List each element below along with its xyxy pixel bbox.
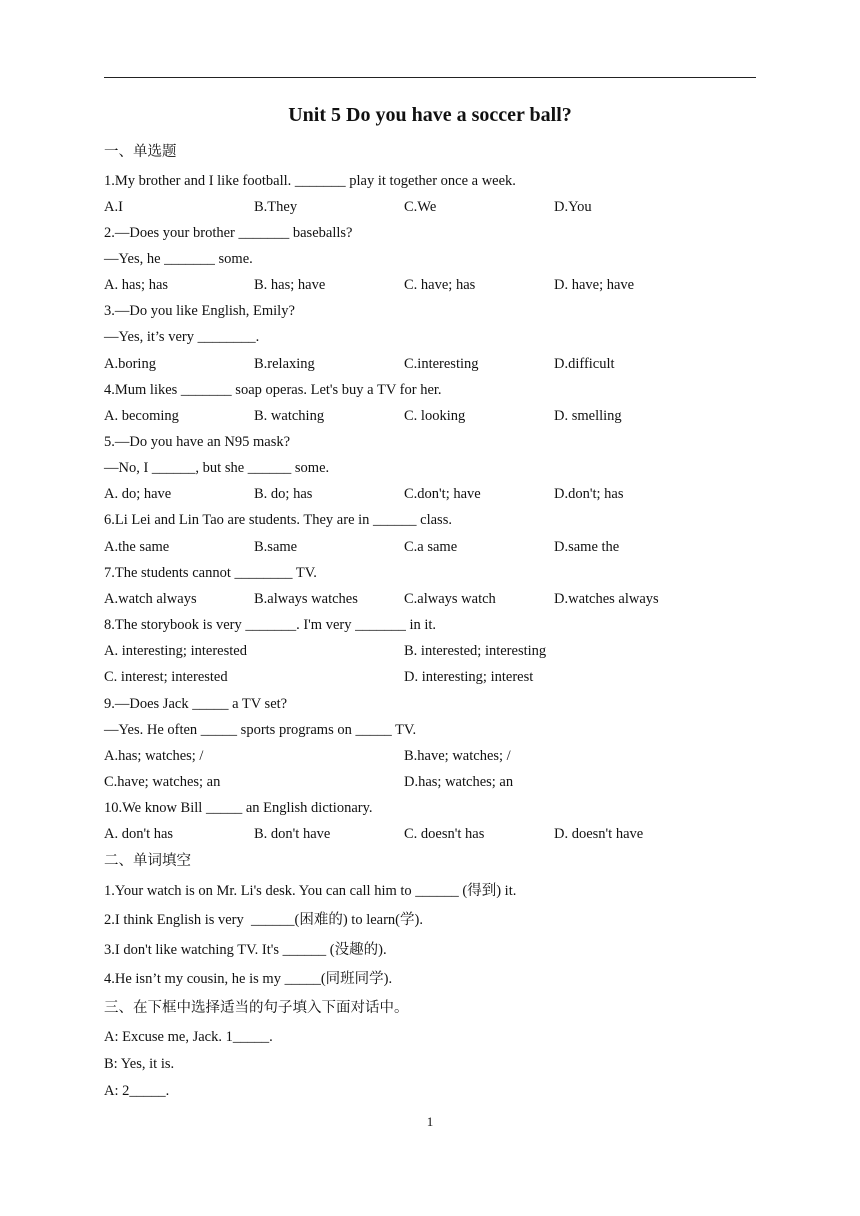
option-b: B.relaxing bbox=[254, 356, 315, 372]
option-c: C.We bbox=[404, 199, 437, 215]
option-a: A.the same bbox=[104, 539, 170, 555]
question-stem: 1.My brother and I like football. _______ play it together once a week. bbox=[104, 173, 516, 189]
option-d: D. have; have bbox=[554, 277, 635, 293]
option-d: D.has; watches; an bbox=[404, 774, 514, 790]
question-stem: 3.—Do you like English, Emily? bbox=[104, 303, 295, 319]
option-a: A. becoming bbox=[104, 408, 179, 424]
option-d: D. smelling bbox=[554, 408, 622, 424]
fill-blank-item: 1.Your watch is on Mr. Li's desk. You can call him to ______ (得到) it. bbox=[104, 883, 517, 899]
option-a: A.I bbox=[104, 199, 123, 215]
question-stem-reply: —Yes. He often _____ sports programs on _____ TV. bbox=[104, 722, 417, 738]
question-stem-reply: —Yes, he _______ some. bbox=[104, 251, 253, 267]
header-rule bbox=[104, 77, 756, 78]
fill-blank-item: 4.He isn’t my cousin, he is my _____(同班同学). bbox=[104, 971, 393, 987]
question-stem: 2.—Does your brother _______ baseballs? bbox=[104, 225, 353, 241]
question-stem: 8.The storybook is very _______. I'm very _______ in it. bbox=[104, 617, 437, 633]
option-b: B.They bbox=[254, 199, 298, 215]
question-stem: 10.We know Bill _____ an English dictionary. bbox=[104, 800, 373, 816]
dialogue-line: A: Excuse me, Jack. 1_____. bbox=[104, 1029, 273, 1045]
option-c: C. doesn't has bbox=[404, 826, 485, 842]
option-d: D.difficult bbox=[554, 356, 615, 372]
fill-blank-item: 3.I don't like watching TV. It's ______ (没趣的). bbox=[104, 942, 387, 958]
option-b: B.same bbox=[254, 539, 298, 555]
option-c: C.don't; have bbox=[404, 486, 481, 502]
option-d: D.don't; has bbox=[554, 486, 624, 502]
page-number: 1 bbox=[426, 1114, 434, 1129]
option-b: B. do; has bbox=[254, 486, 313, 502]
option-b: B. watching bbox=[254, 408, 325, 424]
fill-blank-item: 2.I think English is very ______(困难的) to learn(学). bbox=[104, 912, 423, 928]
option-a: A. has; has bbox=[104, 277, 169, 293]
dialogue-line: B: Yes, it is. bbox=[104, 1056, 175, 1072]
option-d: D. doesn't have bbox=[554, 826, 644, 842]
question-stem-reply: —No, I ______, but she ______ some. bbox=[104, 460, 330, 476]
option-c: C.interesting bbox=[404, 356, 479, 372]
question-stem: 9.—Does Jack _____ a TV set? bbox=[104, 696, 288, 712]
option-a: A. interesting; interested bbox=[104, 643, 247, 659]
dialogue-line: A: 2_____. bbox=[104, 1083, 170, 1099]
option-d: D.watches always bbox=[554, 591, 659, 607]
question-stem: 7.The students cannot ________ TV. bbox=[104, 565, 317, 581]
option-c: C.always watch bbox=[404, 591, 496, 607]
page-title: Unit 5 Do you have a soccer ball? bbox=[288, 104, 572, 126]
question-stem: 4.Mum likes _______ soap operas. Let's buy a TV for her. bbox=[104, 382, 442, 398]
option-c: C. have; has bbox=[404, 277, 476, 293]
option-c: C.have; watches; an bbox=[104, 774, 221, 790]
option-c: C. looking bbox=[404, 408, 466, 424]
question-stem: 5.—Do you have an N95 mask? bbox=[104, 434, 291, 450]
option-a: A.boring bbox=[104, 356, 156, 372]
option-b: B. interested; interesting bbox=[404, 643, 547, 659]
section-heading: 三、在下框中选择适当的句子填入下面对话中。 bbox=[104, 1000, 409, 1016]
option-b: B.always watches bbox=[254, 591, 358, 607]
option-d: D. interesting; interest bbox=[404, 669, 534, 685]
option-b: B.have; watches; / bbox=[404, 748, 511, 764]
option-a: A.watch always bbox=[104, 591, 197, 607]
option-c: C. interest; interested bbox=[104, 669, 228, 685]
option-a: A.has; watches; / bbox=[104, 748, 204, 764]
question-stem: 6.Li Lei and Lin Tao are students. They are in ______ class. bbox=[104, 512, 452, 528]
option-a: A. don't has bbox=[104, 826, 174, 842]
section-heading: 一、单选题 bbox=[104, 144, 177, 160]
option-d: D.You bbox=[554, 199, 592, 215]
option-c: C.a same bbox=[404, 539, 458, 555]
section-heading: 二、单词填空 bbox=[104, 853, 191, 869]
question-stem-reply: —Yes, it’s very ________. bbox=[104, 329, 260, 345]
option-b: B. has; have bbox=[254, 277, 326, 293]
option-a: A. do; have bbox=[104, 486, 172, 502]
option-b: B. don't have bbox=[254, 826, 331, 842]
option-d: D.same the bbox=[554, 539, 620, 555]
